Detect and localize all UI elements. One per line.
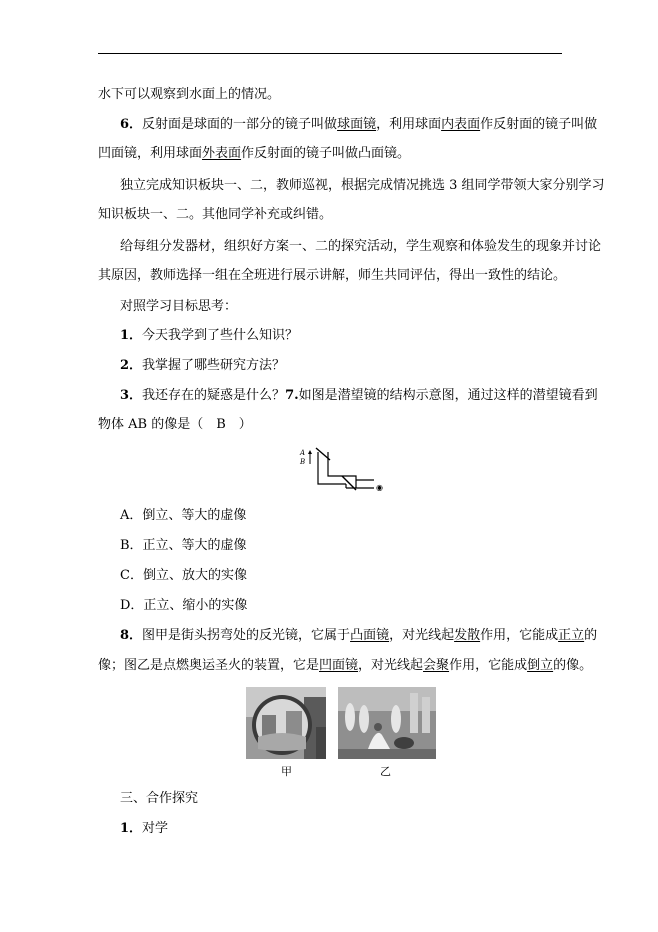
paragraph-1-line-2: 知识板块一、二。其他同学补充或纠错。	[98, 207, 333, 222]
reflection-item-2: 2．我掌握了哪些研究方法？	[120, 358, 286, 373]
question-number: 8．	[120, 628, 143, 643]
paragraph-2-line-2: 其原因，教师选择一组在全班进行展示讲解，师生共同评估，得出一致性的结论。	[98, 268, 567, 283]
reflection-heading: 对照学习目标思考：	[120, 299, 238, 314]
paragraph-1-line-1: 独立完成知识板块一、二，教师巡视，根据完成情况挑选 3 组同学带领大家分别学习	[120, 178, 605, 193]
eye-icon: ◉	[376, 483, 383, 492]
olympic-flame-image	[338, 687, 436, 759]
header-rule	[98, 53, 562, 54]
option-d: D．正立、缩小的实像	[120, 598, 248, 613]
label-a: A	[300, 449, 306, 457]
text-line-1: 水下可以观察到水面上的情况。	[98, 87, 281, 102]
label-b: B	[300, 458, 306, 466]
reflection-item-1: 1．今天我学到了些什么知识？	[120, 328, 299, 343]
question-6-line-2: 凹面镜，利用球面外表面作反射面的镜子叫做凸面镜。	[98, 146, 411, 161]
paragraph-2-line-1: 给每组分发器材，组织好方案一、二的探究活动，学生观察和体验发生的现象并讨论	[120, 239, 602, 254]
answer: B	[216, 417, 226, 432]
caption-yi: 乙	[380, 765, 391, 778]
reflection-item-3: 3．我还存在的疑惑是什么？7.如图是潜望镜的结构示意图，通过这样的潜望镜看到	[120, 388, 598, 403]
olympic-flame-photo	[338, 687, 436, 759]
answer-blank: 外表面	[202, 146, 242, 161]
question-6-line-1: 6．反射面是球面的一部分的镜子叫做球面镜，利用球面内表面作反射面的镜子叫做	[120, 117, 598, 132]
question-8-line-2: 像；图乙是点燃奥运圣火的装置，它是凹面镜，对光线起会聚作用，它能成倒立的像。	[98, 658, 593, 673]
convex-mirror-photo	[246, 687, 326, 759]
option-c: C．倒立、放大的实像	[120, 568, 247, 583]
question-number: 6．	[120, 117, 143, 132]
periscope-diagram	[294, 444, 390, 496]
section-3-heading: 三、合作探究	[120, 791, 199, 806]
section-3-item-1: 1．对学	[120, 821, 169, 836]
option-b: B．正立、等大的虚像	[120, 538, 247, 553]
convex-mirror-image	[246, 687, 326, 759]
question-7-line-2: 物体 AB 的像是（ B ）	[98, 417, 252, 432]
caption-jia: 甲	[281, 765, 292, 778]
question-8-line-1: 8．图甲是街头拐弯处的反光镜，它属于凸面镜，对光线起发散作用，它能成正立的	[120, 628, 598, 643]
question-number: 7.	[285, 388, 299, 403]
answer-blank: 球面镜	[337, 117, 377, 132]
answer-blank: 内表面	[441, 117, 481, 132]
option-a: A．倒立、等大的虚像	[120, 508, 247, 523]
